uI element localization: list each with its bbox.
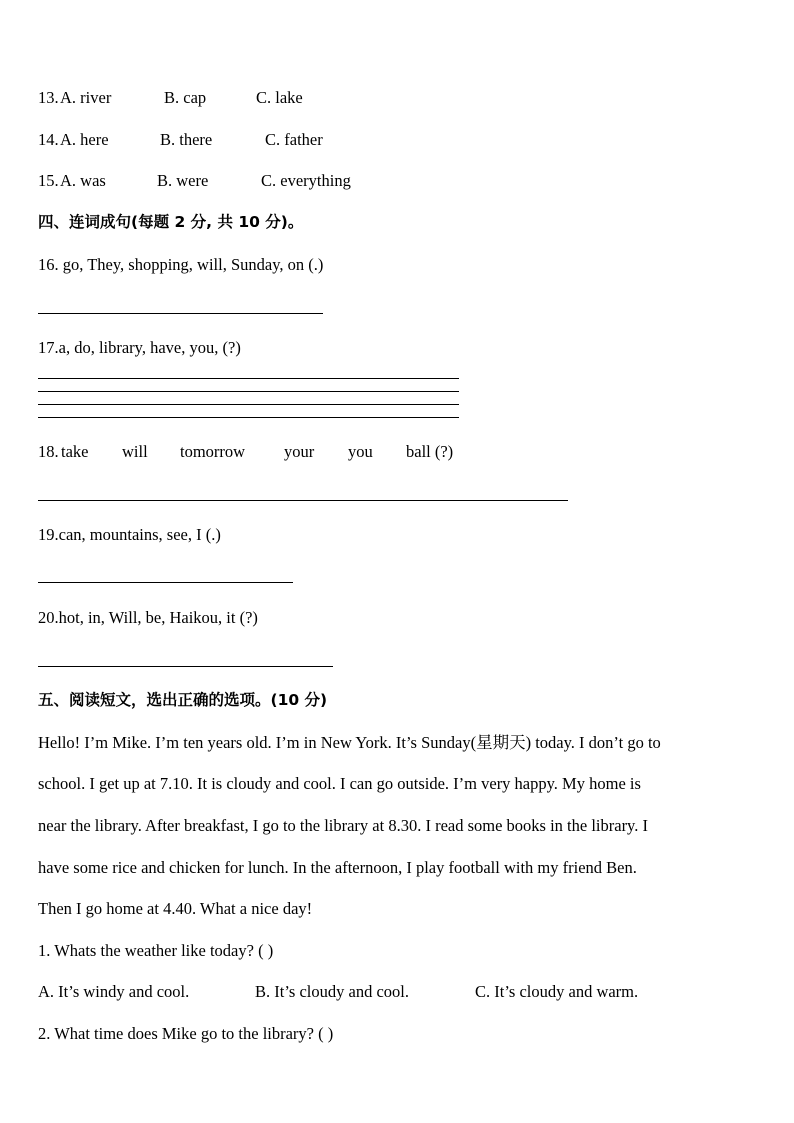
passage-line: school. I get up at 7.10. It is cloudy and cool. I can go outside. I’m very happy. My home is <box>38 774 641 793</box>
mc-num: 15. <box>38 171 59 190</box>
answer-line-17a[interactable] <box>38 378 459 379</box>
mc-num: 13. <box>38 88 59 107</box>
section-4-heading: 四、连词成句(每题 2 分, 共 10 分)。 <box>38 213 304 231</box>
question-18-word: your <box>284 442 315 461</box>
question-17: 17.a, do, library, have, you, (?) <box>38 338 241 357</box>
mc-option-b: B. cap <box>164 88 207 107</box>
mc-option-a: A. was <box>60 171 106 190</box>
answer-line-17b[interactable] <box>38 391 459 392</box>
reading-question-2: 2. What time does Mike go to the library? ( ) <box>38 1024 334 1043</box>
option-a: A. It’s windy and cool. <box>38 982 190 1001</box>
mc-option-b: B. were <box>157 171 209 190</box>
question-20: 20.hot, in, Will, be, Haikou, it (?) <box>38 608 258 627</box>
mc-option-c: C. everything <box>261 171 351 190</box>
question-18-word: tomorrow <box>180 442 246 461</box>
question-16: 16. go, They, shopping, will, Sunday, on (.) <box>38 255 324 274</box>
mc-option-a: A. river <box>60 88 112 107</box>
reading-question-1: 1. Whats the weather like today? ( ) <box>38 941 274 960</box>
mc-option-b: B. there <box>160 130 213 149</box>
question-18-word: take <box>61 442 89 461</box>
option-c: C. It’s cloudy and warm. <box>475 982 639 1001</box>
passage-line: near the library. After breakfast, I go to the library at 8.30. I read some books in the library. I <box>38 816 648 835</box>
answer-line-19[interactable] <box>38 582 293 583</box>
mc-num: 14. <box>38 130 59 149</box>
answer-line-20[interactable] <box>38 666 333 667</box>
question-18-word: will <box>122 442 148 461</box>
answer-line-18[interactable] <box>38 500 568 501</box>
answer-line-17d[interactable] <box>38 417 459 418</box>
question-19: 19.can, mountains, see, I (.) <box>38 525 221 544</box>
question-18-word: ball (?) <box>406 442 454 461</box>
mc-option-a: A. here <box>60 130 109 149</box>
question-18-word: you <box>348 442 373 461</box>
section-5-heading: 五、阅读短文，选出正确的选项。(10 分) <box>38 691 328 709</box>
passage-line: have some rice and chicken for lunch. In the afternoon, I play football with my friend Ben. <box>38 858 637 877</box>
question-18-num: 18. <box>38 442 59 461</box>
mc-option-c: C. father <box>265 130 323 149</box>
passage-line: Then I go home at 4.40. What a nice day! <box>38 899 313 918</box>
mc-option-c: C. lake <box>256 88 303 107</box>
answer-line-16[interactable] <box>38 313 323 314</box>
answer-line-17c[interactable] <box>38 404 459 405</box>
passage-line: Hello! I’m Mike. I’m ten years old. I’m in New York. It’s Sunday(星期天) today. I don’t go to <box>38 733 661 752</box>
option-b: B. It’s cloudy and cool. <box>255 982 409 1001</box>
